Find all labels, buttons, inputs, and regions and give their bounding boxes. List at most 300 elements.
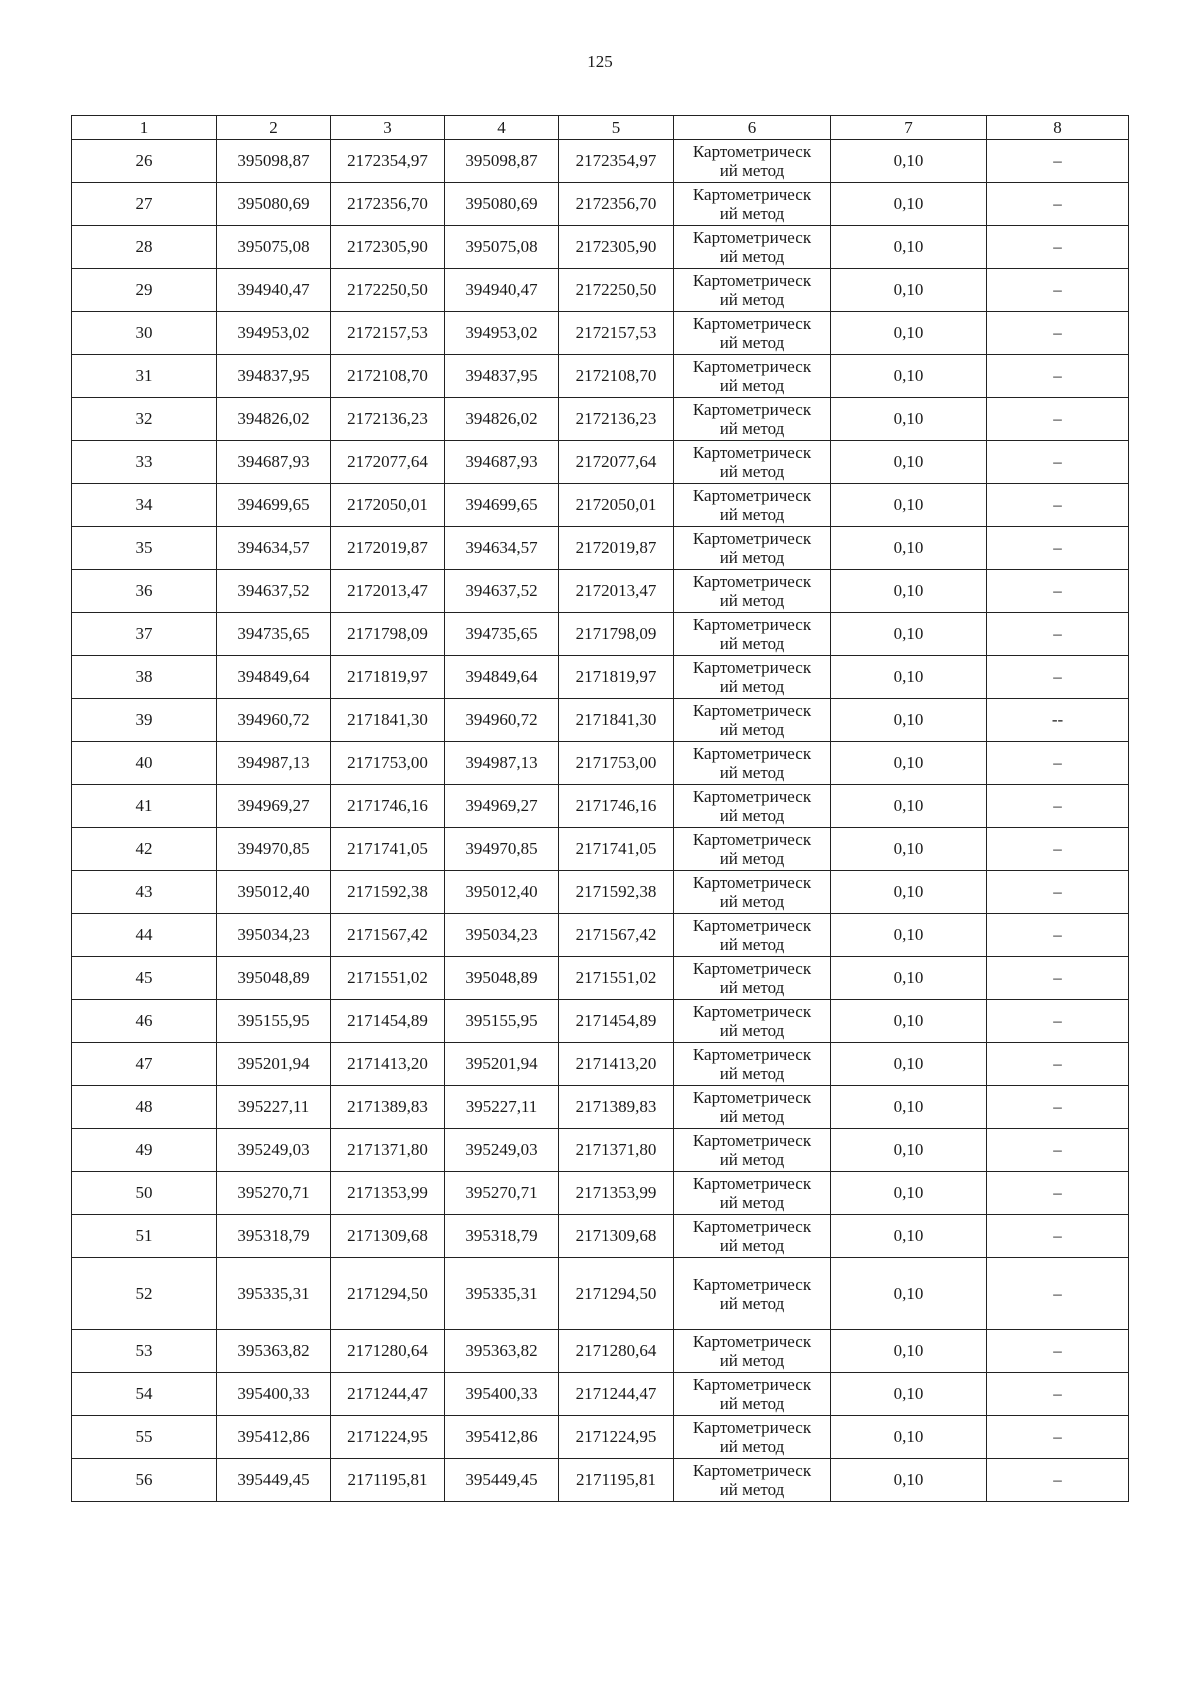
y-coordinate-cell: 2171454,89	[331, 1000, 445, 1043]
column-header: 7	[831, 116, 987, 140]
table-row	[72, 398, 1129, 441]
method-line: ий метод	[719, 462, 785, 481]
point-number-cell: 46	[72, 1000, 217, 1043]
table-row	[72, 312, 1129, 355]
method-cell	[674, 1129, 831, 1172]
y-coordinate-cell: 2171841,30	[559, 699, 674, 742]
y-coordinate-cell: 2171224,95	[331, 1416, 445, 1459]
method-cell	[674, 613, 831, 656]
table-row	[72, 1416, 1129, 1459]
y-coordinate-cell: 2171819,97	[331, 656, 445, 699]
y-coordinate-cell: 2171413,20	[331, 1043, 445, 1086]
y-coordinate-cell: 2171224,95	[559, 1416, 674, 1459]
point-number-cell: 48	[72, 1086, 217, 1129]
y-coordinate-cell: 2171746,16	[331, 785, 445, 828]
accuracy-cell: 0,10	[831, 398, 987, 441]
point-number-cell: 53	[72, 1330, 217, 1373]
point-number-cell: 49	[72, 1129, 217, 1172]
y-coordinate-cell: 2172108,70	[331, 355, 445, 398]
x-coordinate-cell: 395080,69	[445, 183, 559, 226]
x-coordinate-cell: 395080,69	[217, 183, 331, 226]
x-coordinate-cell: 395249,03	[445, 1129, 559, 1172]
x-coordinate-cell: 395034,23	[217, 914, 331, 957]
x-coordinate-cell: 395012,40	[217, 871, 331, 914]
method-line: Картометрическ	[692, 1375, 812, 1394]
method-line: ий метод	[719, 419, 785, 438]
y-coordinate-cell: 2172019,87	[331, 527, 445, 570]
point-number-cell: 32	[72, 398, 217, 441]
x-coordinate-cell: 394960,72	[445, 699, 559, 742]
x-coordinate-cell: 394970,85	[217, 828, 331, 871]
method-line: Картометрическ	[692, 529, 812, 548]
y-coordinate-cell: 2171244,47	[331, 1373, 445, 1416]
note-cell: –	[987, 613, 1129, 656]
method-line: Картометрическ	[692, 228, 812, 247]
y-coordinate-cell: 2171746,16	[559, 785, 674, 828]
method-line: Картометрическ	[692, 916, 812, 935]
method-line: ий метод	[719, 1193, 785, 1212]
method-line: ий метод	[719, 1293, 785, 1313]
method-line: ий метод	[719, 892, 785, 911]
accuracy-cell: 0,10	[831, 1416, 987, 1459]
y-coordinate-cell: 2171567,42	[559, 914, 674, 957]
table-row	[72, 1330, 1129, 1373]
method-line: ий метод	[719, 634, 785, 653]
method-cell	[674, 1459, 831, 1502]
accuracy-cell: 0,10	[831, 570, 987, 613]
y-coordinate-cell: 2172305,90	[559, 226, 674, 269]
x-coordinate-cell: 395270,71	[445, 1172, 559, 1215]
accuracy-cell: 0,10	[831, 183, 987, 226]
accuracy-cell: 0,10	[831, 1459, 987, 1502]
method-line: Картометрическ	[692, 185, 812, 204]
x-coordinate-cell: 394634,57	[217, 527, 331, 570]
method-cell	[674, 914, 831, 957]
note-cell: –	[987, 871, 1129, 914]
table-row	[72, 1129, 1129, 1172]
point-number-cell: 45	[72, 957, 217, 1000]
method-line: ий метод	[719, 1107, 785, 1126]
x-coordinate-cell: 395318,79	[217, 1215, 331, 1258]
note-cell: –	[987, 1330, 1129, 1373]
accuracy-cell: 0,10	[831, 269, 987, 312]
y-coordinate-cell: 2171195,81	[331, 1459, 445, 1502]
table-row	[72, 570, 1129, 613]
method-line: Картометрическ	[692, 1332, 812, 1351]
method-line: Картометрическ	[692, 1045, 812, 1064]
column-header: 1	[72, 116, 217, 140]
note-cell: –	[987, 914, 1129, 957]
note-cell: –	[987, 1373, 1129, 1416]
x-coordinate-cell: 395363,82	[445, 1330, 559, 1373]
accuracy-cell: 0,10	[831, 957, 987, 1000]
y-coordinate-cell: 2172157,53	[331, 312, 445, 355]
method-cell	[674, 1373, 831, 1416]
x-coordinate-cell: 395400,33	[445, 1373, 559, 1416]
table-row	[72, 1215, 1129, 1258]
y-coordinate-cell: 2172305,90	[331, 226, 445, 269]
y-coordinate-cell: 2171389,83	[559, 1086, 674, 1129]
method-cell	[674, 269, 831, 312]
method-line: ий метод	[719, 1480, 785, 1499]
y-coordinate-cell: 2172013,47	[559, 570, 674, 613]
x-coordinate-cell: 395400,33	[217, 1373, 331, 1416]
point-number-cell: 51	[72, 1215, 217, 1258]
accuracy-cell: 0,10	[831, 1000, 987, 1043]
y-coordinate-cell: 2171309,68	[331, 1215, 445, 1258]
point-number-cell: 27	[72, 183, 217, 226]
accuracy-cell: 0,10	[831, 1373, 987, 1416]
method-cell	[674, 527, 831, 570]
y-coordinate-cell: 2171195,81	[559, 1459, 674, 1502]
method-cell	[674, 828, 831, 871]
x-coordinate-cell: 394826,02	[217, 398, 331, 441]
page-number: 125	[587, 52, 613, 71]
method-line: ий метод	[719, 290, 785, 309]
y-coordinate-cell: 2172157,53	[559, 312, 674, 355]
y-coordinate-cell: 2172077,64	[331, 441, 445, 484]
method-line: Картометрическ	[692, 357, 812, 376]
column-header: 3	[331, 116, 445, 140]
accuracy-cell: 0,10	[831, 355, 987, 398]
method-line: Картометрическ	[692, 830, 812, 849]
table-row	[72, 1043, 1129, 1086]
note-cell: –	[987, 484, 1129, 527]
method-line: ий метод	[719, 935, 785, 954]
x-coordinate-cell: 394969,27	[217, 785, 331, 828]
method-line: Картометрическ	[692, 400, 812, 419]
y-coordinate-cell: 2172354,97	[559, 140, 674, 183]
method-line: Картометрическ	[692, 1088, 812, 1107]
y-coordinate-cell: 2171592,38	[559, 871, 674, 914]
note-cell: –	[987, 441, 1129, 484]
method-cell	[674, 1258, 831, 1330]
note-cell: –	[987, 570, 1129, 613]
note-cell: –	[987, 226, 1129, 269]
method-line: Картометрическ	[692, 1131, 812, 1150]
y-coordinate-cell: 2171244,47	[559, 1373, 674, 1416]
x-coordinate-cell: 395075,08	[445, 226, 559, 269]
y-coordinate-cell: 2171592,38	[331, 871, 445, 914]
method-line: ий метод	[719, 247, 785, 266]
method-line: ий метод	[719, 1150, 785, 1169]
method-cell	[674, 226, 831, 269]
method-cell	[674, 1000, 831, 1043]
x-coordinate-cell: 395335,31	[217, 1258, 331, 1330]
x-coordinate-cell: 395449,45	[217, 1459, 331, 1502]
table-row	[72, 742, 1129, 785]
note-cell: –	[987, 312, 1129, 355]
accuracy-cell: 0,10	[831, 1086, 987, 1129]
accuracy-cell: 0,10	[831, 441, 987, 484]
method-cell	[674, 570, 831, 613]
method-cell	[674, 312, 831, 355]
column-number-row	[72, 116, 1129, 140]
note-cell: –	[987, 140, 1129, 183]
table-row	[72, 1258, 1129, 1330]
x-coordinate-cell: 395227,11	[217, 1086, 331, 1129]
coordinates-table	[71, 115, 1129, 1502]
method-line: Картометрическ	[692, 486, 812, 505]
table-row	[72, 957, 1129, 1000]
y-coordinate-cell: 2171741,05	[559, 828, 674, 871]
table-row	[72, 355, 1129, 398]
method-cell	[674, 355, 831, 398]
table-row	[72, 226, 1129, 269]
point-number-cell: 28	[72, 226, 217, 269]
x-coordinate-cell: 394940,47	[217, 269, 331, 312]
accuracy-cell: 0,10	[831, 613, 987, 656]
point-number-cell: 30	[72, 312, 217, 355]
accuracy-cell: 0,10	[831, 1215, 987, 1258]
table-row	[72, 1459, 1129, 1502]
table-row	[72, 269, 1129, 312]
method-line: ий метод	[719, 849, 785, 868]
method-line: Картометрическ	[692, 615, 812, 634]
x-coordinate-cell: 394637,52	[217, 570, 331, 613]
point-number-cell: 38	[72, 656, 217, 699]
y-coordinate-cell: 2171741,05	[331, 828, 445, 871]
note-cell: –	[987, 1086, 1129, 1129]
y-coordinate-cell: 2171798,09	[331, 613, 445, 656]
y-coordinate-cell: 2172356,70	[331, 183, 445, 226]
note-cell: –	[987, 1043, 1129, 1086]
method-line: Картометрическ	[692, 1174, 812, 1193]
y-coordinate-cell: 2171753,00	[559, 742, 674, 785]
table-row	[72, 871, 1129, 914]
x-coordinate-cell: 395270,71	[217, 1172, 331, 1215]
method-line: Картометрическ	[692, 787, 812, 806]
point-number-cell: 40	[72, 742, 217, 785]
accuracy-cell: 0,10	[831, 1129, 987, 1172]
note-cell: –	[987, 1000, 1129, 1043]
point-number-cell: 26	[72, 140, 217, 183]
accuracy-cell: 0,10	[831, 828, 987, 871]
x-coordinate-cell: 395227,11	[445, 1086, 559, 1129]
method-line: ий метод	[719, 591, 785, 610]
accuracy-cell: 0,10	[831, 527, 987, 570]
point-number-cell: 47	[72, 1043, 217, 1086]
method-cell	[674, 1043, 831, 1086]
table-row	[72, 527, 1129, 570]
x-coordinate-cell: 395098,87	[217, 140, 331, 183]
x-coordinate-cell: 394987,13	[445, 742, 559, 785]
y-coordinate-cell: 2171280,64	[331, 1330, 445, 1373]
table-row	[72, 484, 1129, 527]
point-number-cell: 55	[72, 1416, 217, 1459]
note-cell: –	[987, 957, 1129, 1000]
y-coordinate-cell: 2172077,64	[559, 441, 674, 484]
method-line: Картометрическ	[692, 572, 812, 591]
method-cell	[674, 398, 831, 441]
note-cell: –	[987, 269, 1129, 312]
table-row	[72, 914, 1129, 957]
table-row	[72, 613, 1129, 656]
method-line: ий метод	[719, 763, 785, 782]
x-coordinate-cell: 394735,65	[217, 613, 331, 656]
table-row	[72, 1373, 1129, 1416]
method-line: ий метод	[719, 505, 785, 524]
method-line: ий метод	[719, 1394, 785, 1413]
method-line: ий метод	[719, 204, 785, 223]
method-line: Картометрическ	[692, 658, 812, 677]
x-coordinate-cell: 394987,13	[217, 742, 331, 785]
point-number-cell: 36	[72, 570, 217, 613]
y-coordinate-cell: 2172136,23	[559, 398, 674, 441]
x-coordinate-cell: 395318,79	[445, 1215, 559, 1258]
method-line: Картометрическ	[692, 443, 812, 462]
note-cell: –	[987, 527, 1129, 570]
y-coordinate-cell: 2171371,80	[331, 1129, 445, 1172]
x-coordinate-cell: 395249,03	[217, 1129, 331, 1172]
method-line: Картометрическ	[692, 1002, 812, 1021]
y-coordinate-cell: 2171841,30	[331, 699, 445, 742]
method-line: Картометрическ	[692, 1461, 812, 1480]
method-line: ий метод	[719, 978, 785, 997]
method-cell	[674, 1172, 831, 1215]
x-coordinate-cell: 394953,02	[445, 312, 559, 355]
point-number-cell: 52	[72, 1258, 217, 1330]
method-line: Картометрическ	[692, 142, 812, 161]
method-cell	[674, 957, 831, 1000]
method-line: Картометрическ	[692, 314, 812, 333]
accuracy-cell: 0,10	[831, 1330, 987, 1373]
method-cell	[674, 1330, 831, 1373]
table-row	[72, 441, 1129, 484]
x-coordinate-cell: 394969,27	[445, 785, 559, 828]
accuracy-cell: 0,10	[831, 914, 987, 957]
x-coordinate-cell: 394735,65	[445, 613, 559, 656]
accuracy-cell: 0,10	[831, 484, 987, 527]
note-cell: –	[987, 355, 1129, 398]
table-row	[72, 183, 1129, 226]
x-coordinate-cell: 394953,02	[217, 312, 331, 355]
y-coordinate-cell: 2171551,02	[559, 957, 674, 1000]
y-coordinate-cell: 2172136,23	[331, 398, 445, 441]
point-number-cell: 29	[72, 269, 217, 312]
method-line: ий метод	[719, 806, 785, 825]
x-coordinate-cell: 394826,02	[445, 398, 559, 441]
note-cell: –	[987, 1416, 1129, 1459]
point-number-cell: 42	[72, 828, 217, 871]
method-line: ий метод	[719, 376, 785, 395]
x-coordinate-cell: 395048,89	[445, 957, 559, 1000]
y-coordinate-cell: 2171819,97	[559, 656, 674, 699]
accuracy-cell: 0,10	[831, 226, 987, 269]
method-line: ий метод	[719, 720, 785, 739]
note-cell: –	[987, 1215, 1129, 1258]
table-row	[72, 656, 1129, 699]
x-coordinate-cell: 394849,64	[217, 656, 331, 699]
y-coordinate-cell: 2172356,70	[559, 183, 674, 226]
note-cell: –	[987, 183, 1129, 226]
method-cell	[674, 785, 831, 828]
x-coordinate-cell: 395075,08	[217, 226, 331, 269]
method-line: ий метод	[719, 1064, 785, 1083]
method-line: ий метод	[719, 333, 785, 352]
x-coordinate-cell: 394837,95	[217, 355, 331, 398]
note-cell: –	[987, 742, 1129, 785]
point-number-cell: 35	[72, 527, 217, 570]
y-coordinate-cell: 2171753,00	[331, 742, 445, 785]
y-coordinate-cell: 2171798,09	[559, 613, 674, 656]
method-cell	[674, 1215, 831, 1258]
table-row	[72, 1086, 1129, 1129]
accuracy-cell: 0,10	[831, 1258, 987, 1330]
note-cell: –	[987, 1459, 1129, 1502]
y-coordinate-cell: 2171353,99	[331, 1172, 445, 1215]
method-line: Картометрическ	[692, 1274, 812, 1294]
method-line: Картометрическ	[692, 744, 812, 763]
accuracy-cell: 0,10	[831, 1172, 987, 1215]
x-coordinate-cell: 394970,85	[445, 828, 559, 871]
method-line: Картометрическ	[692, 1217, 812, 1236]
method-line: ий метод	[719, 1351, 785, 1370]
y-coordinate-cell: 2172354,97	[331, 140, 445, 183]
table-row	[72, 1000, 1129, 1043]
x-coordinate-cell: 395412,86	[445, 1416, 559, 1459]
y-coordinate-cell: 2172108,70	[559, 355, 674, 398]
point-number-cell: 56	[72, 1459, 217, 1502]
note-cell: --	[987, 699, 1129, 742]
method-cell	[674, 656, 831, 699]
accuracy-cell: 0,10	[831, 140, 987, 183]
y-coordinate-cell: 2172250,50	[559, 269, 674, 312]
method-line: Картометрическ	[692, 959, 812, 978]
method-cell	[674, 1086, 831, 1129]
method-line: ий метод	[719, 1437, 785, 1456]
y-coordinate-cell: 2171294,50	[559, 1258, 674, 1330]
y-coordinate-cell: 2171551,02	[331, 957, 445, 1000]
x-coordinate-cell: 395034,23	[445, 914, 559, 957]
column-header: 8	[987, 116, 1129, 140]
x-coordinate-cell: 394837,95	[445, 355, 559, 398]
x-coordinate-cell: 394634,57	[445, 527, 559, 570]
y-coordinate-cell: 2171353,99	[559, 1172, 674, 1215]
accuracy-cell: 0,10	[831, 656, 987, 699]
point-number-cell: 37	[72, 613, 217, 656]
point-number-cell: 34	[72, 484, 217, 527]
note-cell: –	[987, 785, 1129, 828]
note-cell: –	[987, 1258, 1129, 1330]
x-coordinate-cell: 395363,82	[217, 1330, 331, 1373]
x-coordinate-cell: 394637,52	[445, 570, 559, 613]
method-cell	[674, 183, 831, 226]
method-cell	[674, 140, 831, 183]
x-coordinate-cell: 395201,94	[445, 1043, 559, 1086]
method-cell	[674, 484, 831, 527]
table-row	[72, 785, 1129, 828]
table-row	[72, 140, 1129, 183]
x-coordinate-cell: 394687,93	[445, 441, 559, 484]
x-coordinate-cell: 395155,95	[217, 1000, 331, 1043]
x-coordinate-cell: 394940,47	[445, 269, 559, 312]
x-coordinate-cell: 395012,40	[445, 871, 559, 914]
y-coordinate-cell: 2171294,50	[331, 1258, 445, 1330]
accuracy-cell: 0,10	[831, 785, 987, 828]
accuracy-cell: 0,10	[831, 312, 987, 355]
note-cell: –	[987, 1172, 1129, 1215]
y-coordinate-cell: 2171454,89	[559, 1000, 674, 1043]
accuracy-cell: 0,10	[831, 699, 987, 742]
y-coordinate-cell: 2172019,87	[559, 527, 674, 570]
x-coordinate-cell: 394849,64	[445, 656, 559, 699]
table-row	[72, 699, 1129, 742]
x-coordinate-cell: 394699,65	[445, 484, 559, 527]
point-number-cell: 43	[72, 871, 217, 914]
table-row	[72, 1172, 1129, 1215]
point-number-cell: 39	[72, 699, 217, 742]
